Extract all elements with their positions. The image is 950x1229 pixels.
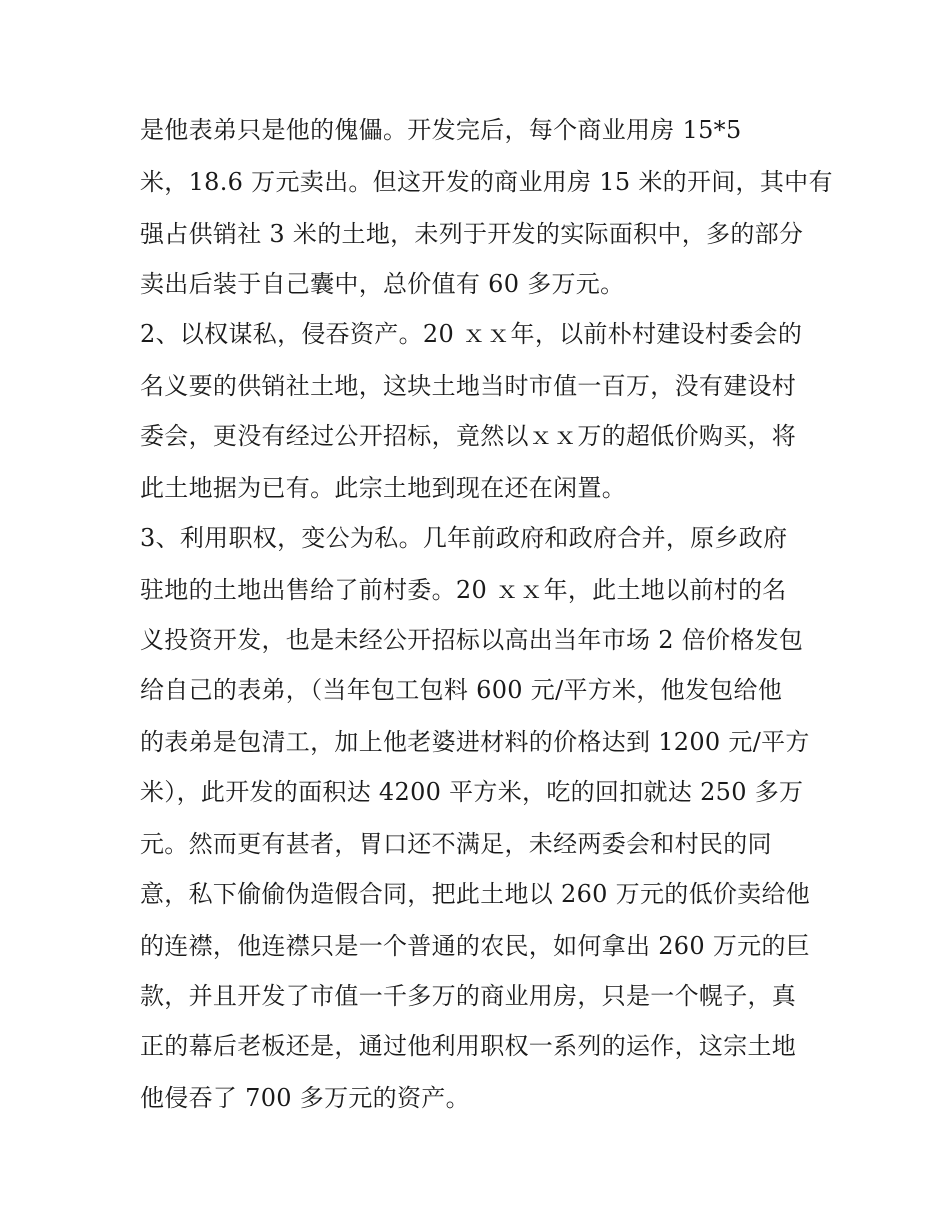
text-line: 的表弟是包清工，加上他老婆进材料的价格达到 1200 元/平方 (140, 728, 810, 756)
text-line: 义投资开发，也是未经公开招标以高出当年市场 2 倍价格发包 (140, 626, 804, 654)
text-line: 卖出后装于自己囊中，总价值有 60 多万元。 (140, 270, 625, 298)
text-line: 委会，更没有经过公开招标，竟然以ｘｘ万的超低价购买，将 (140, 422, 797, 450)
text-line: 米），此开发的面积达 4200 平方米，吃的回扣就达 250 多万 (140, 778, 804, 806)
text-line: 正的幕后老板还是，通过他利用职权一系列的运作，这宗土地 (140, 1032, 797, 1060)
text-line: 意，私下偷偷伪造假合同，把此土地以 260 万元的低价卖给他 (140, 880, 811, 908)
text-line: 是他表弟只是他的傀儡。开发完后，每个商业用房 15*5 (140, 116, 742, 144)
text-line: 的连襟，他连襟只是一个普通的农民，如何拿出 260 万元的巨 (140, 932, 811, 960)
text-line: 2、以权谋私，侵吞资产。20 ｘｘ年，以前朴村建设村委会的 (140, 320, 803, 348)
text-line: 3、利用职权，变公为私。几年前政府和政府合并，原乡政府 (140, 524, 788, 552)
text-line: 元。然而更有甚者，胃口还不满足，未经两委会和村民的同 (140, 830, 772, 858)
text-line: 他侵吞了 700 多万元的资产。 (140, 1084, 470, 1112)
text-line: 驻地的土地出售给了前村委。20 ｘｘ年，此土地以前村的名 (140, 576, 787, 604)
text-line: 款，并且开发了市值一千多万的商业用房，只是一个幌子，真 (140, 982, 797, 1010)
text-line: 名义要的供销社土地，这块土地当时市值一百万，没有建设村 (140, 372, 797, 400)
text-line: 此土地据为已有。此宗土地到现在还在闲置。 (140, 474, 626, 502)
text-line: 强占供销社 3 米的土地，未列于开发的实际面积中，多的部分 (140, 220, 804, 248)
text-line: 米，18.6 万元卖出。但这开发的商业用房 15 米的开间，其中有 (140, 168, 833, 196)
text-line: 给自己的表弟，（当年包工包料 600 元/平方米，他发包给他 (140, 676, 783, 704)
